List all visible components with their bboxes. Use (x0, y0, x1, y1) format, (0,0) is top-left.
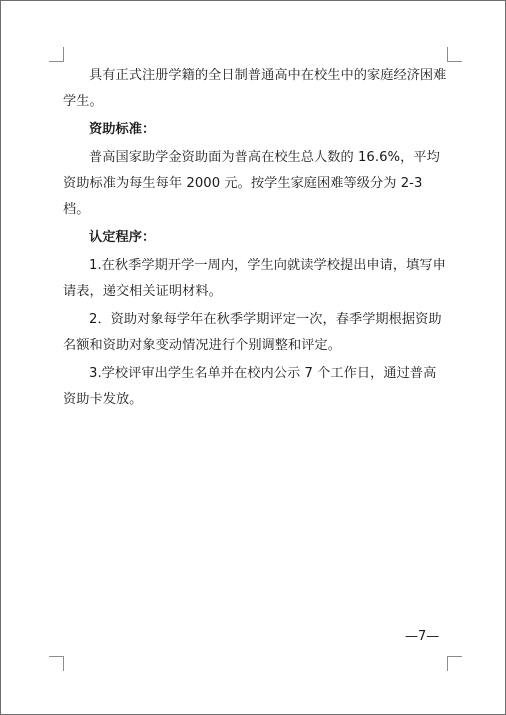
heading-funding-standard: 资助标准： (89, 122, 156, 137)
paragraph-procedure-step-2: 2．资助对象每学年在秋季学期评定一次，春季学期根据资助名额和资助对象变动情况进行个别调整和评定。 (63, 312, 442, 353)
crop-mark-top-right (447, 47, 462, 62)
paragraph-eligibility: 具有正式注册学籍的全日制普通高中在校生中的家庭经济困难学生。 (63, 68, 447, 109)
document-body (63, 63, 447, 415)
page-number: —7— (405, 629, 440, 644)
heading-procedure: 认定程序： (89, 230, 156, 245)
crop-mark-top-left (49, 47, 64, 62)
paragraph-procedure-step-1: 1.在秋季学期开学一周内，学生向就读学校提出申请，填写申请表，递交相关证明材料。 (63, 258, 446, 299)
crop-mark-bottom-right (447, 656, 462, 671)
crop-mark-bottom-left (49, 656, 64, 671)
paragraph-funding-standard: 普高国家助学金资助面为普高在校生总人数的 16.6%，平均资助标准为每生每年 2000 元。按学生家庭困难等级分为 2-3 档。 (63, 150, 440, 217)
paragraph-procedure-step-3: 3.学校评审出学生名单并在校内公示 7 个工作日，通过普高资助卡发放。 (63, 366, 437, 407)
